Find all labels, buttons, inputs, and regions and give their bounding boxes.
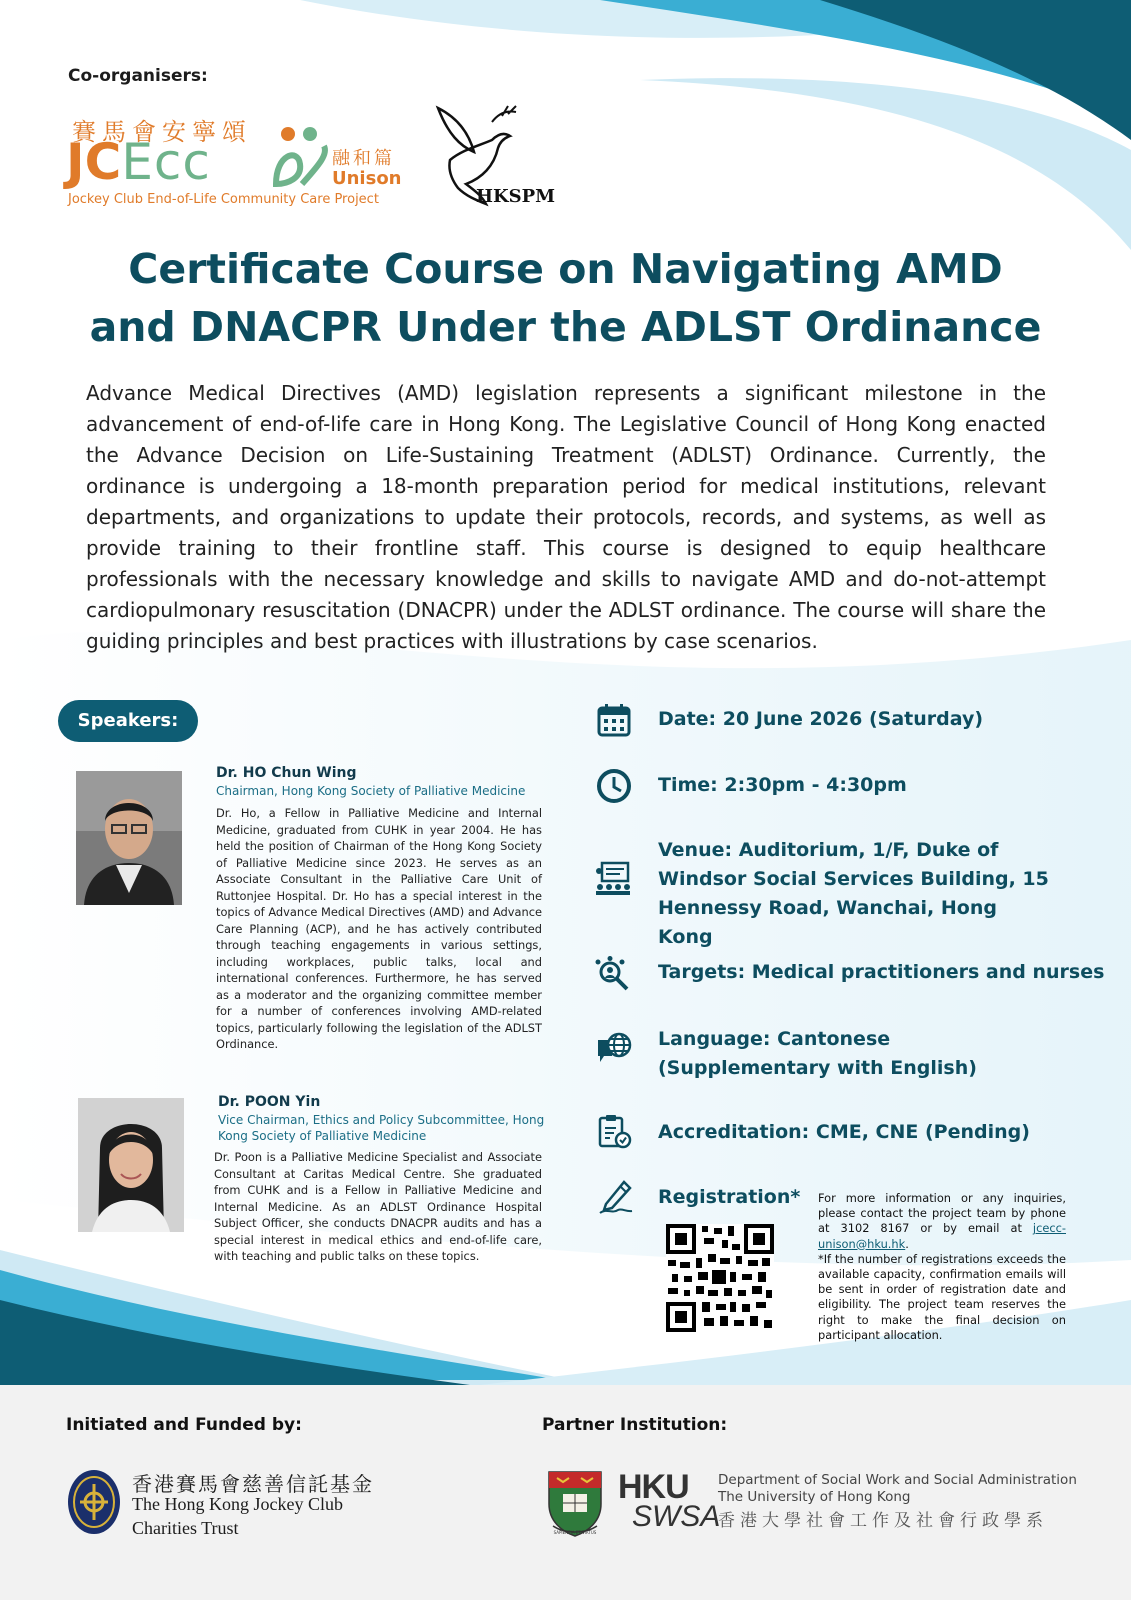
hkjc-chinese-name: 香港賽馬會慈善信託基金 [132,1472,374,1496]
course-time: Time: 2:30pm - 4:30pm [658,774,907,796]
hku-mark-bottom: SWSA [632,1500,721,1533]
course-accreditation: Accreditation: CME, CNE (Pending) [658,1121,1030,1143]
jcecc-subtitle: Jockey Club End-of-Life Community Care Project [68,192,379,207]
speakers-heading: Speakers: [58,700,198,742]
hku-swsa-logo [618,1468,721,1534]
contact-text: For more information or any inquiries, please contact the project team by phone at 3102 8167 or by email at [818,1191,1066,1236]
jcecc-chinese-name: 賽馬會安寧頌 [72,118,252,146]
jcecc-letters-ecc: Ecc [121,133,211,191]
coorganisers-label: Co-organisers: [68,66,208,86]
calendar-icon [596,702,632,738]
contact-email-link[interactable]: jcecc-unison@hku.hk [818,1221,1066,1251]
hkjc-charities-trust-logo [66,1468,122,1536]
people-figures-icon [268,124,338,190]
hkspm-dove-logo [432,100,556,212]
unison-chinese: 融和篇 [332,148,395,169]
unison-label: Unison [332,168,402,189]
course-venue: Venue: Auditorium, 1/F, Duke of Windsor Social Services Building, 15 Hennessy Road, Wanchai, Hong Kong [658,839,1049,948]
language-globe-icon [596,1030,632,1066]
speaker-1-bio: Dr. Ho, a Fellow in Palliative Medicine and Internal Medicine, graduated from CUHK in year 2004. He has held the position of Chairman of the Hong Kong Society of Palliative Medicine since 2023. He serves as an Associate Consultant in the Palliative Care Unit of Ruttonjee Hospital. Dr. Ho has a special interest in the topics of Advance Medical Directives (AMD) and Advance Care Planning (ACP), and he has actively contributed through teaching engagements in various settings, including workplaces, public talks, local and international conferences. Furthermore, he has served as a moderator and the organizing committee member for a number of conferences involving AMD-related topics, particularly following the legislation of the ADLST Ordinance. [216,806,542,1051]
hkjc-english-line-2: Charities Trust [132,1518,239,1538]
auditorium-icon [594,861,630,897]
speaker-1-portrait [76,771,182,905]
university-name: The University of Hong Kong [718,1489,911,1505]
course-language: Language: Cantonese (Supplementary with English) [658,1028,977,1079]
accreditation-icon [596,1114,632,1150]
course-targets: Targets: Medical practitioners and nurses [658,961,1105,983]
speaker-2-bio: Dr. Poon is a Palliative Medicine Specialist and Associate Consultant at Caritas Medical Centre. She graduated from CUHK and is a Fellow in Palliative Medicine and Internal Medicine. As an ADLST Ordinance Hospital Subject Officer, she conducts DNACPR audits and has a special interest in medical ethics and end-of-life care, with teaching and public talks on these topics. [214,1150,542,1263]
funded-by-label: Initiated and Funded by: [66,1415,302,1435]
jcecc-lettermark [66,133,211,191]
registration-label: Registration* [658,1186,801,1208]
dept-name-chinese: 香港大學社會工作及社會行政學系 [718,1511,1048,1531]
hku-mark-top: HKU [618,1468,689,1506]
registration-qr-code[interactable] [666,1224,774,1332]
title-line-2: and DNACPR Under the ADLST Ordinance [89,303,1042,351]
hku-crest-logo [545,1468,605,1538]
crest-motto: SAPIENTIA ET VIRTUS [553,1530,597,1535]
speaker-1-photo [76,771,182,905]
course-date: Date: 20 June 2026 (Saturday) [658,708,984,730]
course-title [60,240,1071,356]
target-audience-icon [594,956,630,992]
registration-pen-icon [598,1178,634,1214]
course-introduction: Advance Medical Directives (AMD) legislation represents a significant milestone in the advancement of end-of-life care in Hong Kong. The Legislative Council of Hong Kong enacted the Advance Decision on Life-Sustaining Treatment (ADLST) Ordinance. Currently, the ordinance is undergoing a 18-month preparation period for medical institutions, relevant departments, and organizations to update their protocols, records, and systems, as well as provide training to their frontline staff. This course is designed to equip healthcare professionals with the necessary knowledge and skills to navigate AMD and do-not-attempt cardiopulmonary resuscitation (DNACPR) under the ADLST ordinance. The course will share the guiding principles and best practices with illustrations by case scenarios. [86,381,1046,653]
speaker-2-portrait [78,1098,184,1232]
clock-icon [596,768,632,804]
speaker-2-photo [78,1098,184,1232]
hkspm-logo-text: HKSPM [476,186,556,207]
speaker-1-name: Dr. HO Chun Wing [216,765,357,781]
partner-label: Partner Institution: [542,1415,728,1435]
dept-name-english: Department of Social Work and Social Administration [718,1472,1077,1488]
speaker-2-role: Vice Chairman, Ethics and Policy Subcommittee, Hong Kong Society of Palliative Medicine [218,1113,545,1143]
contact-text-end: . [905,1236,909,1251]
registration-disclaimer: *If the number of registrations exceeds the available capacity, confirmation emails will be sent in order of registration date and eligibility. The project team reserves the right to make the final decision on participant allocation. [818,1251,1066,1342]
title-line-1: Certificate Course on Navigating AMD [128,245,1003,293]
hkjc-english-line-1: The Hong Kong Jockey Club [132,1494,343,1514]
registration-contact-info [818,1191,1066,1343]
speaker-2-name: Dr. POON Yin [218,1094,321,1110]
speaker-1-role: Chairman, Hong Kong Society of Palliative Medicine [216,784,526,798]
jcecc-unison-logo [66,108,406,214]
jcecc-letters-jc: JC [66,133,122,191]
